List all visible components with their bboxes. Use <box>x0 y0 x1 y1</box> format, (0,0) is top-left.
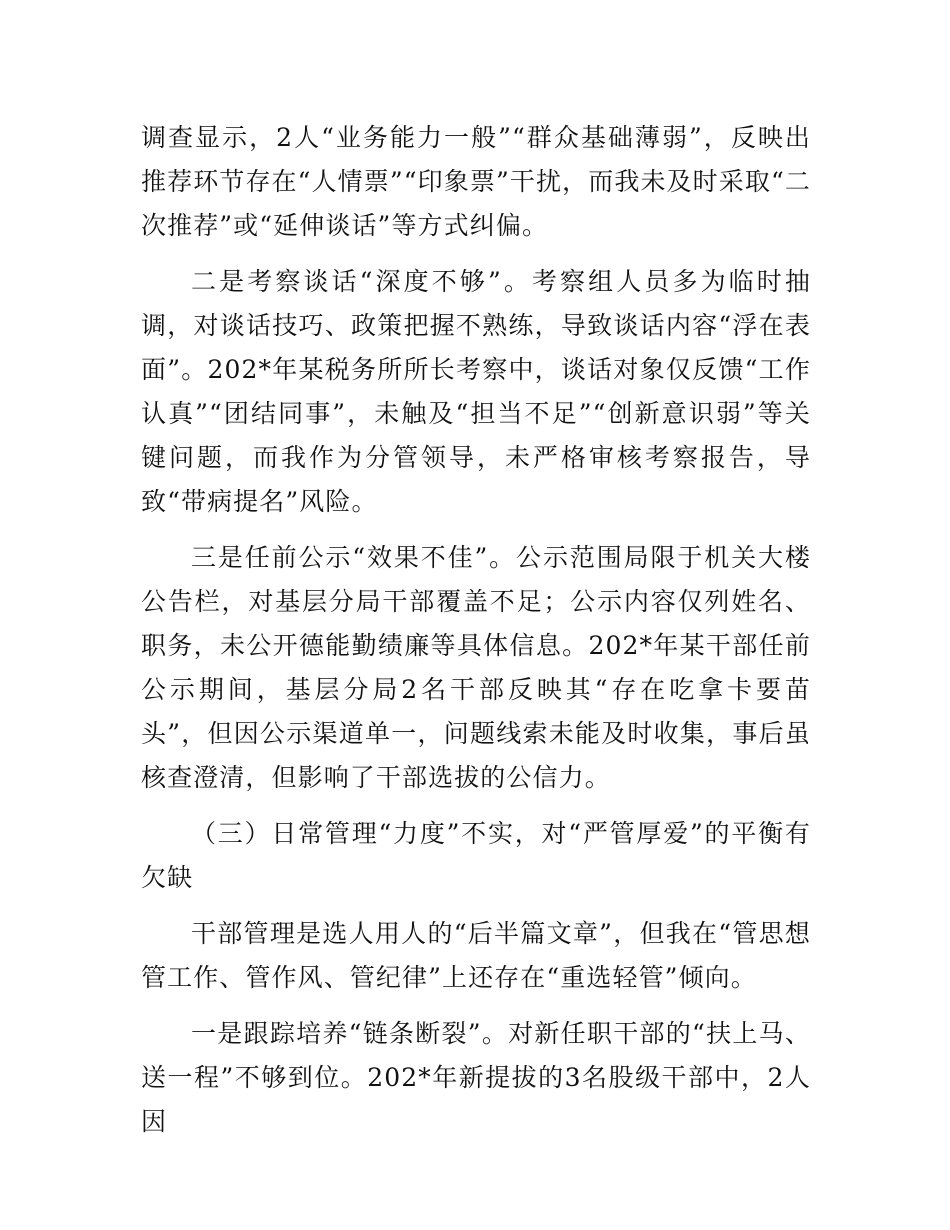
paragraph-management-intro: 干部管理是选人用人的“后半篇文章”，但我在“管思想管工作、管作风、管纪律”上还存在“重选轻管”倾向。 <box>141 919 811 992</box>
document-body <box>141 116 811 1156</box>
section-heading-daily-management: （三）日常管理“力度”不实，对“严管厚爱”的平衡有欠缺 <box>141 819 811 892</box>
paragraph-interview-depth: 二是考察谈话“深度不够”。考察组人员多为临时抽调，对谈话技巧、政策把握不熟练，导致谈话内容“浮在表面”。202*年某税务所所长考察中，谈话对象仅反馈“工作认真”“团结同事”，未触及“担当不足”“创新意识弱”等关键问题，而我作为分管领导，未严格审核考察报告，导致“带病提名”风险。 <box>141 267 811 516</box>
paragraph-publicity-effect: 三是任前公示“效果不佳”。公示范围局限于机关大楼公告栏，对基层分局干部覆盖不足；公示内容仅列姓名、职务，未公开德能勤绩廉等具体信息。202*年某干部任前公示期间，基层分局2名干部反映其“存在吃拿卡要苗头”，但因公示渠道单一，问题线索未能及时收集，事后虽核查澄清，但影响了干部选拔的公信力。 <box>141 543 811 792</box>
paragraph-continued: 调查显示，2人“业务能力一般”“群众基础薄弱”，反映出推荐环节存在“人情票”“印象票”干扰，而我未及时采取“二次推荐”或“延伸谈话”等方式纠偏。 <box>141 123 811 240</box>
paragraph-training-chain: 一是跟踪培养“链条断裂”。对新任职干部的“扶上马、送一程”不够到位。202*年新提拔的3名股级干部中，2人因 <box>141 1019 811 1136</box>
